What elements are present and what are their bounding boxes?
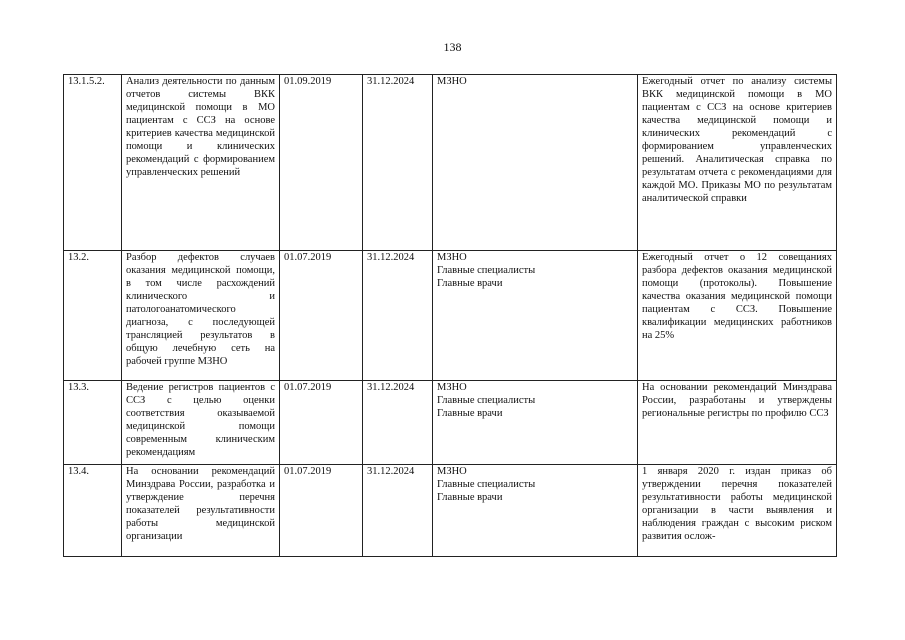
activity-description: Анализ деятельности по данным отчетов системы ВКК медицинской помощи в МО пациентам с ССЗ на основе критериев качества медицинской помощи и клинических рекомендаций с формированием управленческих решений <box>122 75 280 251</box>
item-number: 13.4. <box>64 465 122 557</box>
responsible-parties <box>433 75 638 251</box>
end-date: 31.12.2024 <box>363 465 433 557</box>
expected-result: Ежегодный отчет по анализу системы ВКК медицинской помощи в МО пациентам с ССЗ на основе критериев качества медицинской помощи и клинических рекомендаций с формированием управленческих решений. Аналитическая справка по результатам отчета с рекомендациями для каждой МО. Приказы МО по результатам аналитической справки <box>638 75 837 251</box>
activity-description: На основании рекомендаций Минздрава России, разработка и утверждение перечня показателей результативности работы медицинской организации <box>122 465 280 557</box>
table-row <box>64 251 837 381</box>
page-number: 138 <box>443 40 462 54</box>
item-number: 13.3. <box>64 381 122 465</box>
activity-description: Разбор дефектов случаев оказания медицинской помощи, в том числе расхождений клинического и патологоанатомического диагноза, с последующей трансляцией результатов в общую лечебную сеть на рабочей группе МЗНО <box>122 251 280 381</box>
responsible-parties <box>433 381 638 465</box>
start-date: 01.09.2019 <box>280 75 363 251</box>
responsible-item: Главные врачи <box>437 492 503 503</box>
end-date: 31.12.2024 <box>363 75 433 251</box>
end-date: 31.12.2024 <box>363 381 433 465</box>
action-plan-table <box>63 74 837 557</box>
activity-description: Ведение регистров пациентов с ССЗ с целью оценки соответствия оказываемой медицинской помощи современным клиническим рекомендациям <box>122 381 280 465</box>
start-date: 01.07.2019 <box>280 465 363 557</box>
responsible-item: Главные врачи <box>437 408 503 419</box>
item-number: 13.2. <box>64 251 122 381</box>
table-row <box>64 381 837 465</box>
responsible-parties <box>433 251 638 381</box>
table-row <box>64 75 837 251</box>
table-row <box>64 465 837 557</box>
item-number: 13.1.5.2. <box>64 75 122 251</box>
responsible-item: МЗНО <box>437 252 467 263</box>
responsible-item: Главные специалисты <box>437 265 536 276</box>
end-date: 31.12.2024 <box>363 251 433 381</box>
responsible-item: Главные специалисты <box>437 479 536 490</box>
expected-result: Ежегодный отчет о 12 совещаниях разбора дефектов оказания медицинской помощи (протоколы). Повышение качества оказания медицинской помощи пациентам с ССЗ. Повышение квалификации медицинских работников на 25% <box>638 251 837 381</box>
responsible-item: МЗНО <box>437 466 467 477</box>
expected-result: На основании рекомендаций Минздрава России, разработаны и утверждены региональные регистры по профилю ССЗ <box>638 381 837 465</box>
responsible-item: МЗНО <box>437 76 467 87</box>
start-date: 01.07.2019 <box>280 251 363 381</box>
responsible-parties <box>433 465 638 557</box>
responsible-item: Главные врачи <box>437 278 503 289</box>
responsible-item: Главные специалисты <box>437 395 536 406</box>
expected-result: 1 января 2020 г. издан приказ об утверждении перечня показателей результативности работы медицинской организации в части выявления и наблюдения граждан с высоким риском развития ослож- <box>638 465 837 557</box>
start-date: 01.07.2019 <box>280 381 363 465</box>
responsible-item: МЗНО <box>437 382 467 393</box>
